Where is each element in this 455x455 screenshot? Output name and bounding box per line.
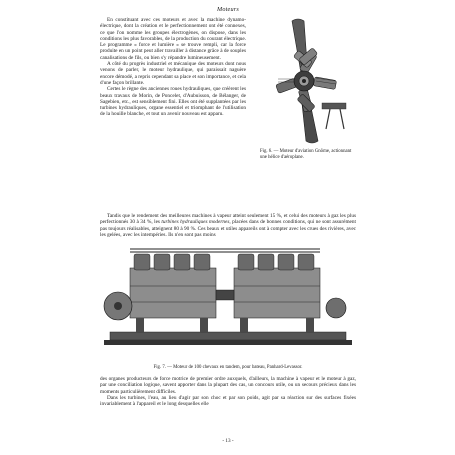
- paragraph: Certes le règne des anciennes roues hydrauliques, que créèrent les beaux travaux de Morin, de Poncelet, d'Aubuisson, de Bélanger, de Sagebien, etc., est sensiblement fini. Elles ont été supplantées par les turbines hydrauliques, organe essentiel et triomphant de l'utilisation de la houille blanche, et tout un avenir nouveau est apparu.: [100, 86, 246, 118]
- page-number: - 13 -: [222, 438, 234, 444]
- emphasis-text: turbines hydrauliques modernes: [161, 219, 230, 226]
- running-title: Moteurs: [216, 6, 240, 13]
- gnome-engine-illustration: [252, 17, 356, 147]
- paragraph: A côté du progrès industriel et mécanique des moteurs dont nous venons de parler, le moteur hydraulique, qui paraissait naguère encore démodé, a repris cependant sa place et son importance, et cela d'une façon brillante.: [100, 61, 246, 86]
- tandem-engine-illustration: [100, 246, 356, 358]
- paragraph: des organes producteurs de force motrice de premier ordre auxquels, d'ailleurs, la machine à vapeur et le moteur à gaz, par une conciliation logique, savent apporter dans la plupart des cas, un concours utile, ou un secours précieux dans les moments particulièrement difficiles.: [100, 376, 356, 395]
- running-header: [100, 6, 356, 15]
- full-width-text-top: [100, 213, 356, 238]
- left-column-text: [100, 17, 246, 118]
- figure-7: [100, 246, 356, 368]
- figure-6: [252, 17, 356, 177]
- paragraph: Dans les turbines, l'eau, au lieu d'agir par son choc et par son poids, agit par sa réaction sur des surfaces fixées invariablement à l'appareil et le long desquelles elle: [100, 394, 356, 408]
- figure-6-caption: Fig. 6. — Moteur d'aviation Gnôme, actionnant une hélice d'aéroplane.: [260, 149, 352, 160]
- full-width-text-bottom: [100, 376, 356, 407]
- text-run: Tandis que le rendement des meilleures machines à vapeur atteint seulement 15 %, et celui des moteurs à gaz les plus perfectionnés 30 à 34 %, les: [100, 213, 356, 226]
- paragraph: En constituant avec ces moteurs et avec la machine dynamo-électrique, dont la création et le perfectionnement ont été connexes, ce que l'on nomme les groupes électrogènes, on dispose, dans les conditions les plus favorables, de la production du courant électrique. Le programme « force et lumière » se trouve rempli, car la force produite en un point peut aller travailler à distance grâce à de souples canalisations de fils, ou bien s'y répandre lumineusement.: [100, 17, 246, 61]
- text-run: , placées dans de bonnes conditions, qui ne sont assurément pas toujours réalisables, atteignent 80 à 90 %. Ces beaux et utiles appareils ont à compter avec les crues des rivières, avec les gelées, avec les intempéries. Ils n'en sont pas moins: [100, 219, 356, 238]
- figure-7-caption: Fig. 7. — Moteur de 100 chevaux en tandem, pour bateau, Panhard-Levassor.: [153, 365, 303, 370]
